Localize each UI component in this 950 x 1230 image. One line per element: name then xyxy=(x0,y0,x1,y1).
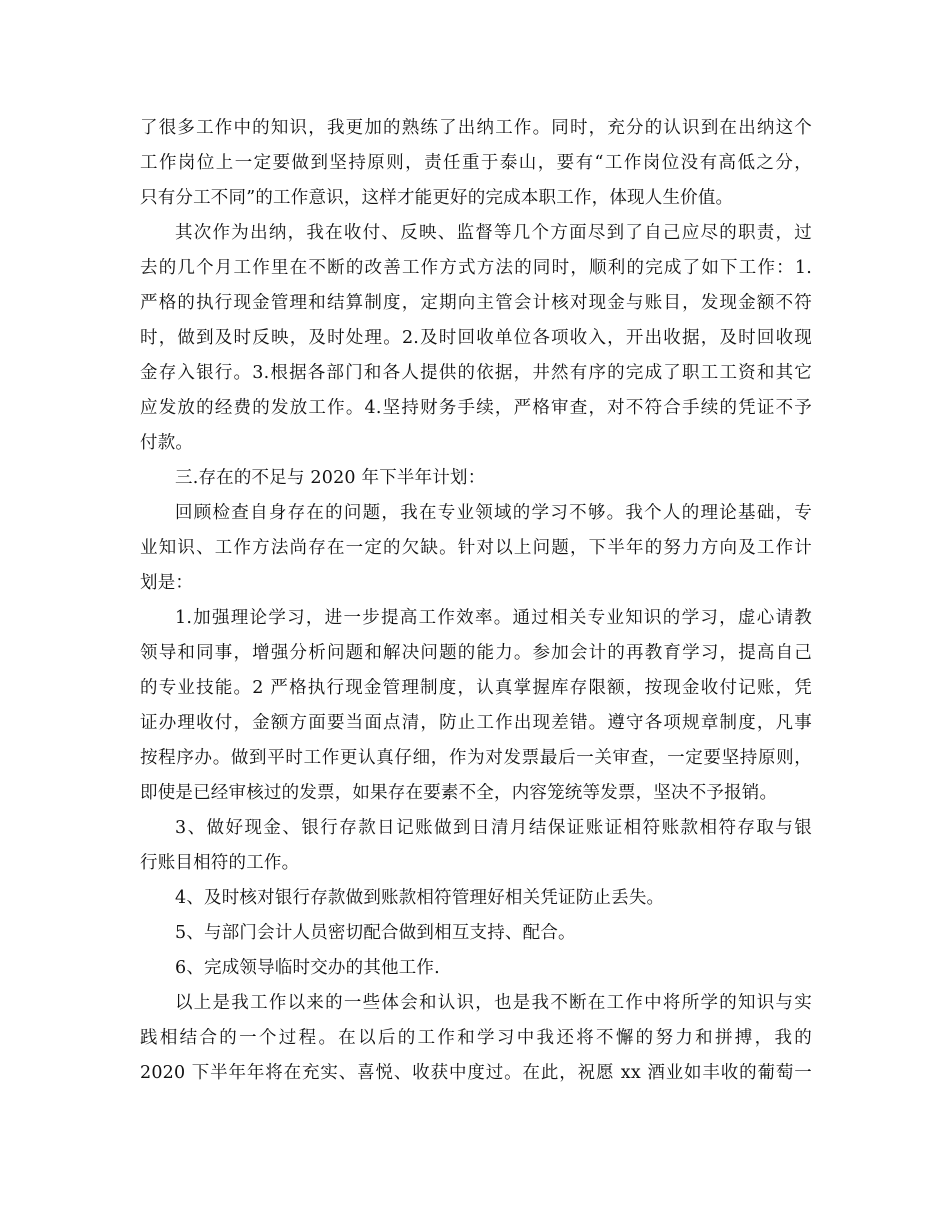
text-line: 时，做到及时反映，及时处理。2.及时回收单位各项收入，开出收据，及时回收现 xyxy=(140,328,812,348)
text-line: 金存入银行。3.根据各部门和各人提供的依据，井然有序的完成了职工工资和其它 xyxy=(140,363,812,383)
text-line: 付款。 xyxy=(140,433,194,453)
text-line: 按程序办。做到平时工作更认真仔细，作为对发票最后一关审查，一定要坚持原则， xyxy=(140,748,812,768)
text-line: 即使是已经审核过的发票，如果存在要素不全，内容笼统等发票，坚决不予报销。 xyxy=(140,783,778,803)
text-line: 业知识、工作方法尚存在一定的欠缺。针对以上问题，下半年的努力方向及工作计 xyxy=(140,538,812,558)
text-line: 以上是我工作以来的一些体会和认识，也是我不断在工作中将所学的知识与实 xyxy=(175,993,812,1013)
text-line: 行账目相符的工作。 xyxy=(140,853,300,873)
text-line: 应发放的经费的发放工作。4.坚持财务手续，严格审查，对不符合手续的凭证不予 xyxy=(140,398,812,418)
text-line: 三.存在的不足与 2020 年下半年计划： xyxy=(175,468,486,488)
text-line: 4、及时核对银行存款做到账款相符管理好相关凭证防止丢失。 xyxy=(175,888,665,908)
text-line: 去的几个月工作里在不断的改善工作方式方法的同时，顺利的完成了如下工作：1. xyxy=(140,258,812,278)
text-line: 回顾检查自身存在的问题，我在专业领域的学习不够。我个人的理论基础，专 xyxy=(175,503,812,523)
text-line: 了很多工作中的知识，我更加的熟练了出纳工作。同时，充分的认识到在出纳这个 xyxy=(140,118,812,138)
text-line: 其次作为出纳，我在收付、反映、监督等几个方面尽到了自己应尽的职责，过 xyxy=(175,223,812,243)
text-line: 的专业技能。2 严格执行现金管理制度，认真掌握库存限额，按现金收付记账，凭 xyxy=(140,678,812,698)
text-line: 1.加强理论学习，进一步提高工作效率。通过相关专业知识的学习，虚心请教 xyxy=(175,608,812,628)
text-line: 严格的执行现金管理和结算制度，定期向主管会计核对现金与账目，发现金额不符 xyxy=(140,293,812,313)
text-line: 只有分工不同”的工作意识，这样才能更好的完成本职工作，体现人生价值。 xyxy=(140,188,734,208)
text-line: 践相结合的一个过程。在以后的工作和学习中我还将不懈的努力和拼搏，我的 xyxy=(140,1028,812,1048)
text-line: 5、与部门会计人员密切配合做到相互支持、配合。 xyxy=(175,923,576,943)
text-line: 2020 下半年年将在充实、喜悦、收获中度过。在此，祝愿 xx 酒业如丰收的葡萄一 xyxy=(140,1063,812,1083)
text-line: 3、做好现金、银行存款日记账做到日清月结保证账证相符账款相符存取与银 xyxy=(175,818,812,838)
text-line: 领导和同事，增强分析问题和解决问题的能力。参加会计的再教育学习，提高自己 xyxy=(140,643,812,663)
text-line: 6、完成领导临时交办的其他工作. xyxy=(175,958,440,978)
text-line: 划是： xyxy=(140,573,194,593)
text-line: 工作岗位上一定要做到坚持原则，责任重于泰山，要有“工作岗位没有高低之分， xyxy=(140,153,812,173)
document-body xyxy=(140,111,812,1091)
text-line: 证办理收付，金额方面要当面点清，防止工作出现差错。遵守各项规章制度，凡事 xyxy=(140,713,812,733)
